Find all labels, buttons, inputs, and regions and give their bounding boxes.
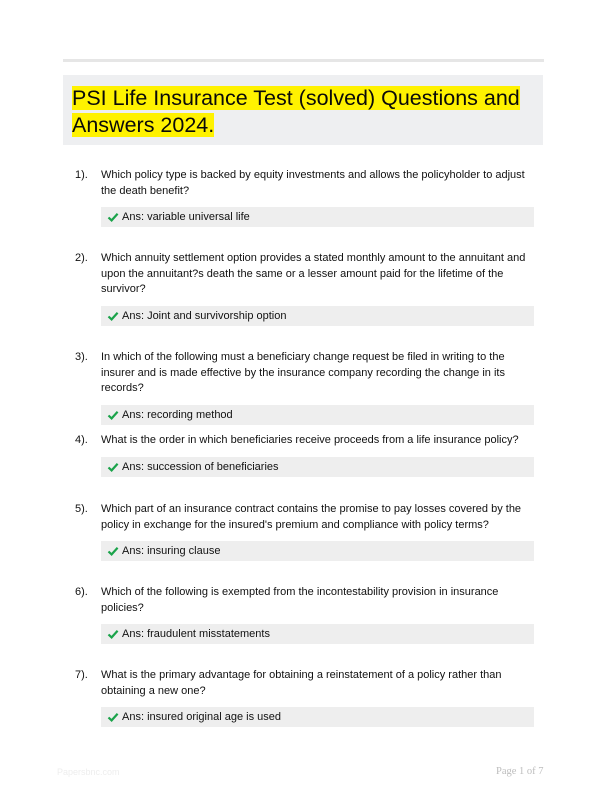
question-item (75, 350, 537, 425)
question-item (75, 168, 537, 227)
check-icon (107, 310, 119, 322)
check-icon (107, 211, 119, 223)
check-icon (107, 409, 119, 421)
question-text: In which of the following must a beneficiary change request be filed in writing to the insurer and is made effective by the insurance company recording the change in its records? (101, 351, 505, 394)
question-number: 6). (75, 586, 88, 598)
check-icon (107, 628, 119, 640)
answer-text: Ans: variable universal life (122, 211, 250, 223)
question-number: 4). (75, 434, 88, 446)
page-indicator: Page 1 of 7 (496, 766, 544, 777)
top-divider (63, 59, 544, 62)
answer-box (101, 707, 534, 727)
check-icon (107, 711, 119, 723)
question-text: Which of the following is exempted from the incontestability provision in insurance policies? (101, 586, 499, 614)
answer-box (101, 207, 534, 227)
document-title (72, 85, 520, 139)
question-text: Which part of an insurance contract contains the promise to pay losses covered by the policy in exchange for the insured's premium and compliance with policy terms? (101, 503, 522, 531)
answer-box (101, 457, 534, 477)
answer-text: Ans: insuring clause (122, 545, 221, 557)
question-number: 5). (75, 503, 88, 515)
title-line-2: Answers 2024. (72, 113, 215, 137)
question-text: Which annuity settlement option provides a stated monthly amount to the annuitant and upon the annuitant?s death the same or a lesser amount paid for the lifetime of the survivor? (101, 252, 526, 295)
answer-text: Ans: Joint and survivorship option (122, 309, 287, 322)
question-number: 3). (75, 351, 88, 363)
question-item (75, 502, 537, 561)
answer-text: Ans: insured original age is used (122, 711, 281, 723)
title-line-1: PSI Life Insurance Test (solved) Questions and (72, 86, 520, 110)
answer-box (101, 624, 534, 644)
question-number: 7). (75, 669, 88, 681)
question-text: Which policy type is backed by equity investments and allows the policyholder to adjust the death benefit? (101, 169, 525, 197)
question-number: 2). (75, 252, 88, 264)
answer-box (101, 405, 534, 425)
check-icon (107, 545, 119, 557)
answer-box (101, 306, 534, 326)
question-item (75, 585, 537, 644)
answer-text: Ans: fraudulent misstatements (122, 628, 270, 640)
footer-watermark: Papersbnc.com (57, 767, 120, 777)
check-icon (107, 461, 119, 473)
question-item (75, 251, 537, 326)
question-number: 1). (75, 169, 88, 181)
question-item (75, 433, 537, 477)
answer-text: Ans: recording method (122, 408, 233, 421)
title-block (63, 75, 543, 145)
question-item (75, 668, 537, 727)
question-text: What is the primary advantage for obtaining a reinstatement of a policy rather than obtaining a new one? (101, 669, 502, 697)
answer-text: Ans: succession of beneficiaries (122, 460, 279, 473)
answer-box (101, 541, 534, 561)
question-text: What is the order in which beneficiaries receive proceeds from a life insurance policy? (101, 434, 519, 446)
